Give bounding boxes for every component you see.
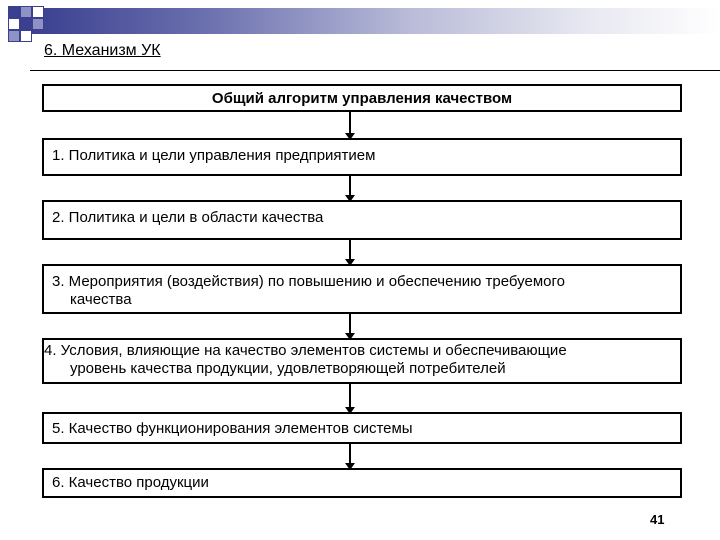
decor-square (32, 18, 44, 30)
step-text: 5. Качество функционирования элементов системы (52, 420, 413, 437)
slide-title: 6. Механизм УК (44, 42, 161, 59)
flow-arrow (349, 176, 351, 196)
flow-arrow (349, 240, 351, 260)
step-box-4 (42, 338, 682, 384)
step-text: 3. Мероприятия (воздействия) по повышению и обеспечению требуемого (52, 273, 565, 290)
step-text-continued: качества (70, 291, 132, 308)
title-divider (30, 70, 720, 71)
page-number: 41 (650, 512, 665, 527)
step-text: 6. Качество продукции (52, 474, 209, 491)
decor-square (20, 30, 32, 42)
step-box-5 (42, 412, 682, 444)
decor-square (8, 18, 20, 30)
decor-square (8, 6, 20, 18)
decor-square (20, 6, 32, 18)
flow-arrow (349, 112, 351, 134)
flow-arrow (349, 384, 351, 408)
step-text: 2. Политика и цели в области качества (52, 209, 324, 226)
decor-square (20, 18, 32, 30)
step-text: 4. Условия, влияющие на качество элементов системы и обеспечивающие (44, 342, 567, 359)
step-box-2 (42, 200, 682, 240)
flow-arrow (349, 314, 351, 334)
decor-square (8, 30, 20, 42)
flow-arrow (349, 444, 351, 464)
decor-square (32, 6, 44, 18)
algorithm-header-box: Общий алгоритм управления качеством (42, 84, 682, 112)
step-text: 1. Политика и цели управления предприятием (52, 147, 376, 164)
step-box-6 (42, 468, 682, 498)
step-box-3 (42, 264, 682, 314)
step-box-1 (42, 138, 682, 176)
step-text-continued: уровень качества продукции, удовлетворяющей потребителей (70, 360, 506, 377)
header-gradient-band (30, 8, 720, 34)
